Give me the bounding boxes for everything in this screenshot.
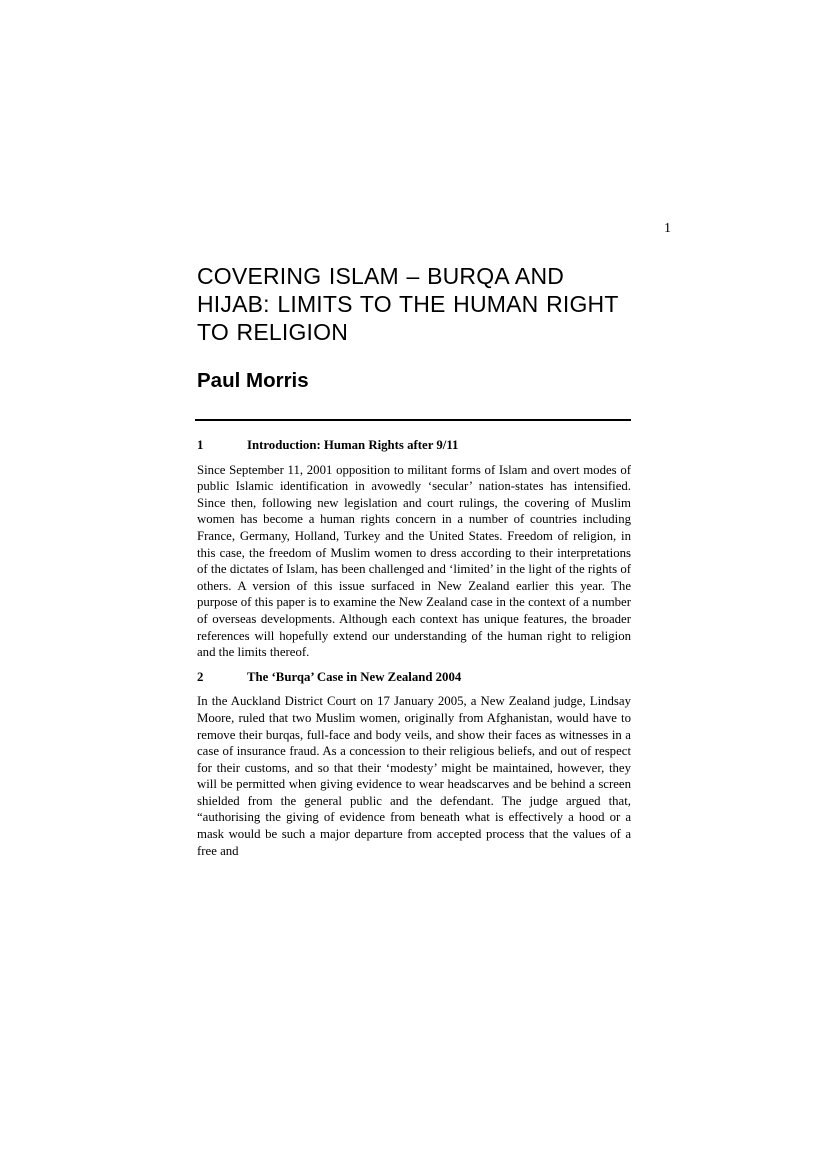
document-body [197,437,631,867]
section-title: The ‘Burqa’ Case in New Zealand 2004 [247,669,462,684]
page-number: 1 [664,221,671,236]
document-content [197,262,631,858]
section-paragraph: Since September 11, 2001 opposition to militant forms of Islam and overt modes of public Islamic identification in avowedly ‘secular’ nation-states has intensified. Since then, following new legislation and court rulings, the covering of Muslim women has become a human rights concern in a number of countries including France, Germany, Holland, Turkey and the United States. Freedom of religion, in this case, the freedom of Muslim women to dress according to their interpretations of the dictates of Islam, has been challenged and ‘limited’ in the light of the rights of others. A version of this issue surfaced in New Zealand earlier this year. The purpose of this paper is to examine the New Zealand case in the context of a number of overseas developments. Although each context has unique features, the broader references will hopefully extend our understanding of the human right to religion and the limits thereof. [197,462,631,660]
section-title: Introduction: Human Rights after 9/11 [247,438,459,452]
section-number: 1 [197,438,204,452]
section-heading [197,437,631,454]
document-title: COVERING ISLAM – BURQA AND HIJAB: LIMITS TO THE HUMAN RIGHT TO RELIGION [197,263,619,345]
author-name: Paul Morris [197,369,309,392]
title-divider [195,419,631,421]
section-number: 2 [197,669,204,684]
section-heading [197,669,631,686]
section-paragraph: In the Auckland District Court on 17 January 2005, a New Zealand judge, Lindsay Moore, ruled that two Muslim women, originally from Afghanistan, would have to remove their burqas, full-face and body veils, and show their faces as witnesses in a case of insurance fraud. As a concession to their religious beliefs, and out of respect for their customs, and so that their ‘modesty’ might be maintained, however, they will be permitted when giving evidence to wear headscarves and be behind a screen shielded from the general public and the defendant. The judge argued that, “authorising the giving of evidence from beneath what is effectively a hood or a mask would be such a major departure from accepted process that the values of a free and [197,694,631,858]
